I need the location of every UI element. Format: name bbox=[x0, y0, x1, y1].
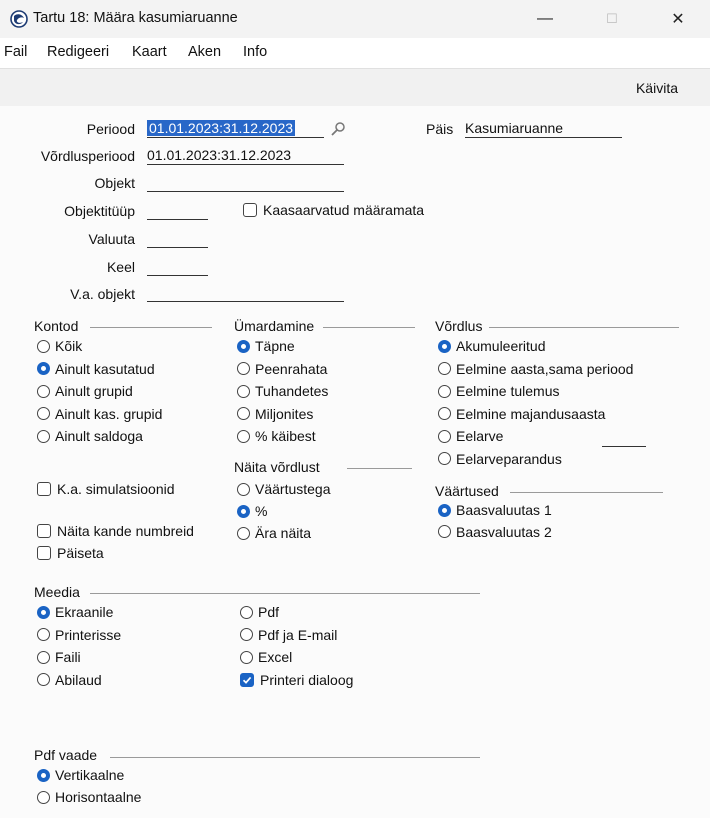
radio-option[interactable] bbox=[240, 649, 292, 665]
radio-selected-icon bbox=[37, 606, 50, 619]
radio-selected-icon bbox=[37, 769, 50, 782]
radio-option[interactable] bbox=[237, 481, 331, 497]
radio-icon bbox=[237, 385, 250, 398]
radio-label: Ekraanile bbox=[55, 604, 114, 620]
maximize-icon: ☐ bbox=[606, 11, 618, 26]
radio-icon bbox=[240, 628, 253, 641]
radio-icon bbox=[237, 407, 250, 420]
language-label: Keel bbox=[106, 259, 135, 275]
radio-option[interactable] bbox=[237, 503, 267, 519]
show-numbers-checkbox[interactable] bbox=[37, 523, 194, 539]
va-object-label: V.a. objekt bbox=[70, 286, 135, 302]
vordlus-title: Võrdlus bbox=[435, 318, 483, 334]
radio-label: Peenrahata bbox=[255, 360, 328, 377]
radio-selected-icon bbox=[37, 362, 50, 375]
radio-option[interactable] bbox=[237, 525, 311, 541]
compare-period-label: Võrdlusperiood bbox=[40, 148, 135, 164]
radio-selected-icon bbox=[237, 340, 250, 353]
radio-label: Baasvaluutas 1 bbox=[456, 502, 552, 518]
minimize-button[interactable] bbox=[522, 0, 568, 38]
kontod-title: Kontod bbox=[34, 318, 79, 334]
radio-option[interactable] bbox=[438, 338, 546, 354]
radio-option[interactable] bbox=[438, 524, 552, 540]
radio-icon bbox=[438, 407, 451, 420]
radio-icon bbox=[240, 606, 253, 619]
vordlus-divider bbox=[489, 327, 679, 328]
vaartused-divider bbox=[510, 492, 663, 493]
radio-icon bbox=[37, 430, 50, 443]
printer-dialog-checkbox[interactable] bbox=[240, 672, 353, 688]
radio-option[interactable] bbox=[438, 406, 605, 422]
radio-option[interactable] bbox=[37, 604, 113, 620]
umardamine-divider bbox=[323, 327, 415, 328]
radio-option[interactable] bbox=[37, 406, 162, 422]
maximize-button[interactable] bbox=[589, 0, 635, 38]
simulations-label: K.a. simulatsioonid bbox=[57, 481, 175, 497]
radio-label: Abilaud bbox=[55, 671, 102, 688]
radio-icon bbox=[237, 430, 250, 443]
checkbox-checked-icon bbox=[240, 673, 254, 687]
radio-option[interactable] bbox=[37, 428, 143, 444]
no-header-label: Päiseta bbox=[57, 545, 104, 561]
menu-aken[interactable]: Aken bbox=[188, 44, 222, 60]
radio-option[interactable] bbox=[37, 649, 81, 665]
radio-option[interactable] bbox=[37, 338, 82, 354]
pdf-vaade-title: Pdf vaade bbox=[34, 747, 98, 763]
radio-option[interactable] bbox=[438, 451, 562, 467]
radio-option[interactable] bbox=[37, 789, 141, 805]
checkbox-icon bbox=[37, 546, 51, 560]
radio-icon bbox=[438, 452, 451, 465]
budget-checkbox[interactable] bbox=[243, 202, 424, 218]
va-object-field[interactable] bbox=[147, 284, 344, 302]
printer-dialog-label: Printeri dialoog bbox=[260, 672, 354, 688]
radio-option[interactable] bbox=[438, 502, 552, 518]
radio-label: Printerisse bbox=[55, 626, 122, 643]
radio-label: Vertikaalne bbox=[55, 767, 125, 783]
radio-label: Faili bbox=[55, 649, 81, 665]
radio-icon bbox=[237, 483, 250, 496]
period-label: Periood bbox=[86, 121, 135, 137]
radio-option[interactable] bbox=[237, 361, 327, 377]
run-button[interactable]: Käivita bbox=[635, 80, 678, 96]
radio-option[interactable] bbox=[37, 627, 121, 643]
budget-field[interactable] bbox=[602, 446, 646, 447]
radio-icon bbox=[37, 651, 50, 664]
radio-label: Tuhandetes bbox=[255, 383, 329, 399]
radio-icon bbox=[37, 340, 50, 353]
radio-option[interactable] bbox=[438, 383, 560, 399]
radio-icon bbox=[37, 385, 50, 398]
object-type-field[interactable] bbox=[147, 202, 208, 220]
radio-label: Ainult kas. grupid bbox=[55, 405, 163, 422]
language-field[interactable] bbox=[147, 258, 208, 276]
period-value: 01.01.2023:31.12.2023 bbox=[149, 120, 294, 136]
kontod-divider bbox=[90, 327, 212, 328]
umardamine-title: Ümardamine bbox=[234, 318, 315, 334]
close-icon: ✕ bbox=[671, 11, 685, 28]
radio-label: Pdf ja E-mail bbox=[258, 626, 338, 643]
search-icon[interactable] bbox=[330, 121, 346, 137]
meedia-title: Meedia bbox=[34, 584, 80, 600]
radio-label: Täpne bbox=[255, 338, 295, 354]
radio-option[interactable] bbox=[37, 361, 155, 377]
header-label: Päis bbox=[426, 121, 454, 137]
radio-label: Ainult kasutatud bbox=[55, 360, 155, 377]
pdf-vaade-divider bbox=[110, 757, 480, 758]
object-label: Objekt bbox=[94, 175, 135, 191]
radio-option[interactable] bbox=[237, 406, 313, 422]
radio-label: Väärtustega bbox=[255, 481, 331, 497]
radio-selected-icon bbox=[438, 340, 451, 353]
compare-period-field[interactable]: 01.01.2023:31.12.2023 bbox=[147, 147, 344, 165]
toolbar bbox=[0, 68, 710, 108]
radio-label: % käibest bbox=[255, 428, 316, 444]
menu-info[interactable]: Info bbox=[243, 44, 268, 60]
budget-checkbox-label: Kaasaarvatud määramata bbox=[263, 202, 425, 218]
radio-option[interactable] bbox=[438, 428, 503, 444]
close-button[interactable] bbox=[655, 0, 701, 38]
radio-option[interactable] bbox=[37, 767, 124, 783]
header-field[interactable]: Kasumiaruanne bbox=[465, 120, 622, 138]
radio-icon bbox=[438, 362, 451, 375]
radio-option[interactable] bbox=[37, 383, 133, 399]
radio-option[interactable] bbox=[237, 428, 316, 444]
vaartused-title: Väärtused bbox=[435, 483, 499, 499]
naita-vordlust-title: Näita võrdlust bbox=[234, 459, 320, 475]
radio-label: Excel bbox=[258, 649, 293, 665]
radio-icon bbox=[438, 525, 451, 538]
meedia-divider bbox=[90, 593, 480, 594]
checkbox-icon bbox=[243, 203, 257, 217]
radio-label: Ainult saldoga bbox=[55, 428, 143, 444]
radio-label: Miljonites bbox=[255, 405, 314, 422]
no-header-checkbox[interactable] bbox=[37, 545, 104, 561]
radio-option[interactable] bbox=[240, 604, 279, 620]
simulations-checkbox[interactable] bbox=[37, 481, 175, 497]
radio-option[interactable] bbox=[237, 383, 328, 399]
radio-label: Akumuleeritud bbox=[456, 338, 546, 354]
object-field[interactable] bbox=[147, 174, 344, 192]
radio-label: Horisontaalne bbox=[55, 789, 142, 805]
radio-label: Ära näita bbox=[255, 525, 312, 541]
app-icon bbox=[10, 10, 28, 28]
radio-selected-icon bbox=[438, 504, 451, 517]
radio-label: Eelmine aasta,sama periood bbox=[456, 360, 634, 377]
naita-vordlust-divider bbox=[347, 468, 412, 469]
menu-kaart[interactable]: Kaart bbox=[132, 44, 167, 60]
radio-label: Eelmine majandusaasta bbox=[456, 405, 606, 422]
currency-label: Valuuta bbox=[88, 231, 135, 247]
radio-label: Eelarveparandus bbox=[456, 450, 562, 467]
radio-label: Eelmine tulemus bbox=[456, 383, 560, 399]
show-numbers-label: Näita kande numbreid bbox=[57, 523, 194, 539]
radio-option[interactable] bbox=[240, 627, 337, 643]
radio-label: % bbox=[255, 503, 268, 519]
radio-icon bbox=[240, 651, 253, 664]
radio-icon bbox=[37, 407, 50, 420]
radio-label: Pdf bbox=[258, 604, 280, 620]
radio-icon bbox=[37, 628, 50, 641]
radio-label: Baasvaluutas 2 bbox=[456, 523, 552, 540]
checkbox-icon bbox=[37, 482, 51, 496]
radio-option[interactable] bbox=[237, 338, 295, 354]
radio-label: Ainult grupid bbox=[55, 383, 133, 399]
menu-fail[interactable]: Fail bbox=[4, 44, 28, 60]
radio-icon bbox=[438, 385, 451, 398]
radio-selected-icon bbox=[237, 505, 250, 518]
radio-icon bbox=[438, 430, 451, 443]
period-field[interactable] bbox=[147, 120, 324, 138]
radio-icon bbox=[37, 791, 50, 804]
minimize-icon: — bbox=[537, 10, 553, 27]
radio-icon bbox=[37, 673, 50, 686]
menu-redigeeri[interactable]: Redigeeri bbox=[47, 44, 110, 60]
radio-icon bbox=[237, 527, 250, 540]
radio-option[interactable] bbox=[37, 672, 102, 688]
radio-icon bbox=[237, 362, 250, 375]
radio-label: Kõik bbox=[55, 338, 83, 354]
checkbox-icon bbox=[37, 524, 51, 538]
radio-option[interactable] bbox=[438, 361, 633, 377]
radio-label: Eelarve bbox=[456, 428, 504, 444]
currency-field[interactable] bbox=[147, 230, 208, 248]
object-type-label: Objektitüüp bbox=[64, 203, 135, 219]
window-title: Tartu 18: Määra kasumiaruanne bbox=[33, 10, 238, 26]
